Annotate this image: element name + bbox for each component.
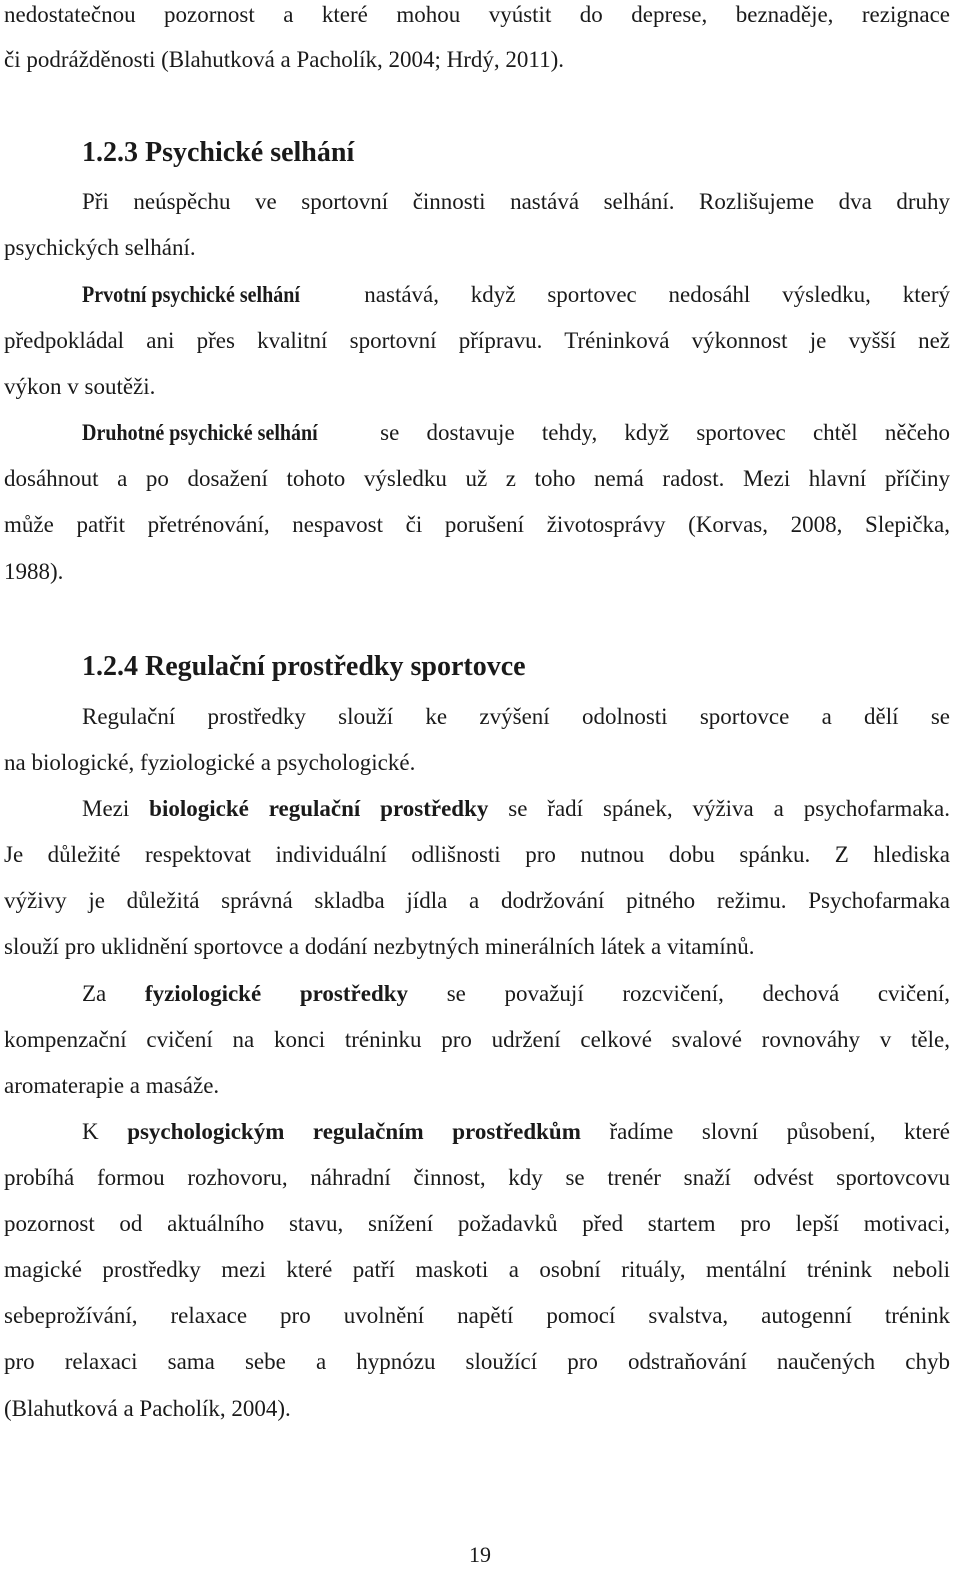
paragraph-line: slouží pro uklidnění sportovce a dodání nezbytných minerálních látek a vitamínů. bbox=[4, 934, 755, 959]
paragraph-line: na biologické, fyziologické a psychologické. bbox=[4, 750, 416, 775]
paragraph-line: 1988). bbox=[4, 559, 64, 584]
paragraph-line: Druhotné psychické selhání se dostavuje tehdy, když sportovec chtěl něčeho bbox=[82, 418, 950, 448]
bold-term: Prvotní psychické selhání bbox=[82, 282, 300, 307]
paragraph-line: Je důležité respektovat individuální odlišnosti pro nutnou dobu spánku. Z hlediska bbox=[4, 842, 950, 867]
paragraph-line: aromaterapie a masáže. bbox=[4, 1073, 220, 1098]
paragraph-line: psychických selhání. bbox=[4, 235, 196, 260]
paragraph-line: Regulační prostředky slouží ke zvýšení odolnosti sportovce a dělí se bbox=[82, 704, 950, 729]
page-number: 19 bbox=[469, 1542, 491, 1567]
paragraph-line: Při neúspěchu ve sportovní činnosti nastává selhání. Rozlišujeme dva druhy bbox=[82, 189, 950, 214]
paragraph-line: či podrážděnosti (Blahutková a Pacholík, 2004; Hrdý, 2011). bbox=[4, 47, 564, 72]
paragraph-line: předpokládal ani přes kvalitní sportovní přípravu. Tréninková výkonnost je vyšší než bbox=[4, 328, 950, 353]
paragraph-line: výživy je důležitá správná skladba jídla a dodržování pitného režimu. Psychofarmaka bbox=[4, 888, 950, 913]
paragraph-line: pro relaxaci sama sebe a hypnózu sloužící pro odstraňování naučených chyb bbox=[4, 1349, 950, 1374]
paragraph-line: K psychologickým regulačním prostředkům řadíme slovní působení, které bbox=[82, 1119, 951, 1144]
bold-term: fyziologické prostředky bbox=[144, 981, 409, 1006]
paragraph-line: magické prostředky mezi které patří maskoti a osobní rituály, mentální trénink neboli bbox=[4, 1257, 950, 1282]
paragraph-line: pozornost od aktuálního stavu, snížení požadavků před startem pro lepší motivaci, bbox=[4, 1211, 950, 1236]
bold-term: biologické regulační prostředky bbox=[149, 796, 489, 821]
paragraph-line: Mezi biologické regulační prostředky se řadí spánek, výživa a psychofarmaka. bbox=[82, 796, 950, 821]
paragraph-line: dosáhnout a po dosažení tohoto výsledku už z toho nemá radost. Mezi hlavní příčiny bbox=[4, 466, 950, 491]
paragraph-line: kompenzační cvičení na konci tréninku pro udržení celkové svalové rovnováhy v těle, bbox=[4, 1027, 950, 1052]
section-heading-1-2-3: 1.2.3 Psychické selhání bbox=[82, 137, 355, 168]
bold-term: Druhotné psychické selhání bbox=[82, 420, 318, 445]
paragraph-line: Prvotní psychické selhání nastává, když sportovec nedosáhl výsledku, který bbox=[82, 280, 950, 310]
section-heading-1-2-4: 1.2.4 Regulační prostředky sportovce bbox=[82, 651, 526, 682]
paragraph-line: (Blahutková a Pacholík, 2004). bbox=[4, 1396, 291, 1421]
paragraph-line: probíhá formou rozhovoru, náhradní činnost, kdy se trenér snaží odvést sportovcovu bbox=[4, 1165, 950, 1190]
paragraph-line: nedostatečnou pozornost a které mohou vyústit do deprese, beznaděje, rezignace bbox=[4, 2, 950, 27]
bold-term: psychologickým regulačním prostředkům bbox=[127, 1119, 581, 1144]
paragraph-line: sebeprožívání, relaxace pro uvolnění napětí pomocí svalstva, autogenní trénink bbox=[4, 1303, 950, 1328]
paragraph-line: může patřit přetrénování, nespavost či porušení životosprávy (Korvas, 2008, Slepička, bbox=[4, 512, 950, 537]
paragraph-line: výkon v soutěži. bbox=[4, 374, 156, 399]
paragraph-line: Za fyziologické prostředky se považují rozcvičení, dechová cvičení, bbox=[82, 981, 950, 1006]
